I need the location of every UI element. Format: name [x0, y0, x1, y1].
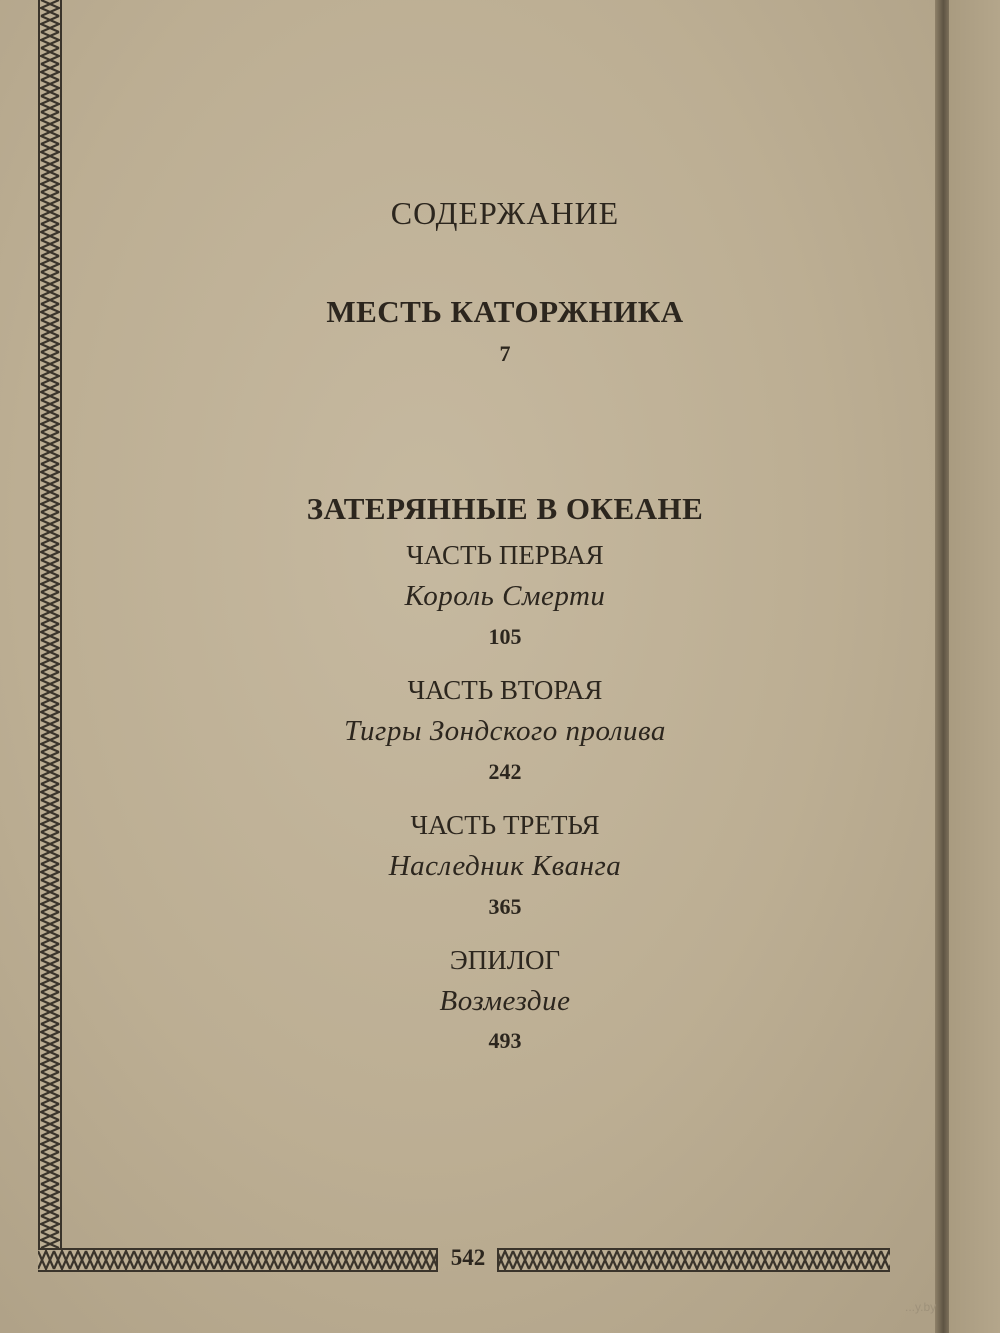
toc-heading: СОДЕРЖАНИЕ	[390, 195, 620, 231]
work-title: МЕСТЬ КАТОРЖНИКА	[326, 294, 684, 329]
part-subtitle: Тигры Зондского пролива	[344, 715, 666, 747]
table-of-contents	[170, 0, 840, 1230]
part-label: ЧАСТЬ ПЕРВАЯ	[406, 540, 604, 570]
page-number: 7	[499, 341, 511, 366]
part-label: ЧАСТЬ ТРЕТЬЯ	[410, 810, 600, 840]
ornamental-border-bottom-right	[497, 1248, 890, 1272]
watermark: ...y.by	[905, 1300, 937, 1314]
ornamental-border-left	[38, 0, 62, 1268]
book-gutter	[935, 0, 949, 1333]
part-subtitle: Король Смерти	[404, 580, 606, 612]
part-subtitle: Наследник Кванга	[388, 850, 622, 882]
work-title: ЗАТЕРЯННЫЕ В ОКЕАНЕ	[306, 491, 704, 526]
part-subtitle: Возмездие	[439, 985, 571, 1017]
page-number: 105	[488, 624, 522, 649]
page-number: 493	[488, 1028, 522, 1053]
page-number: 242	[488, 759, 522, 784]
page-number: 365	[488, 894, 522, 919]
part-label: ЧАСТЬ ВТОРАЯ	[407, 675, 603, 705]
ornamental-border-bottom-left	[38, 1248, 438, 1272]
part-label: ЭПИЛОГ	[449, 945, 561, 975]
facing-page-edge	[949, 0, 1000, 1333]
folio-page-number: 542	[450, 1245, 486, 1270]
